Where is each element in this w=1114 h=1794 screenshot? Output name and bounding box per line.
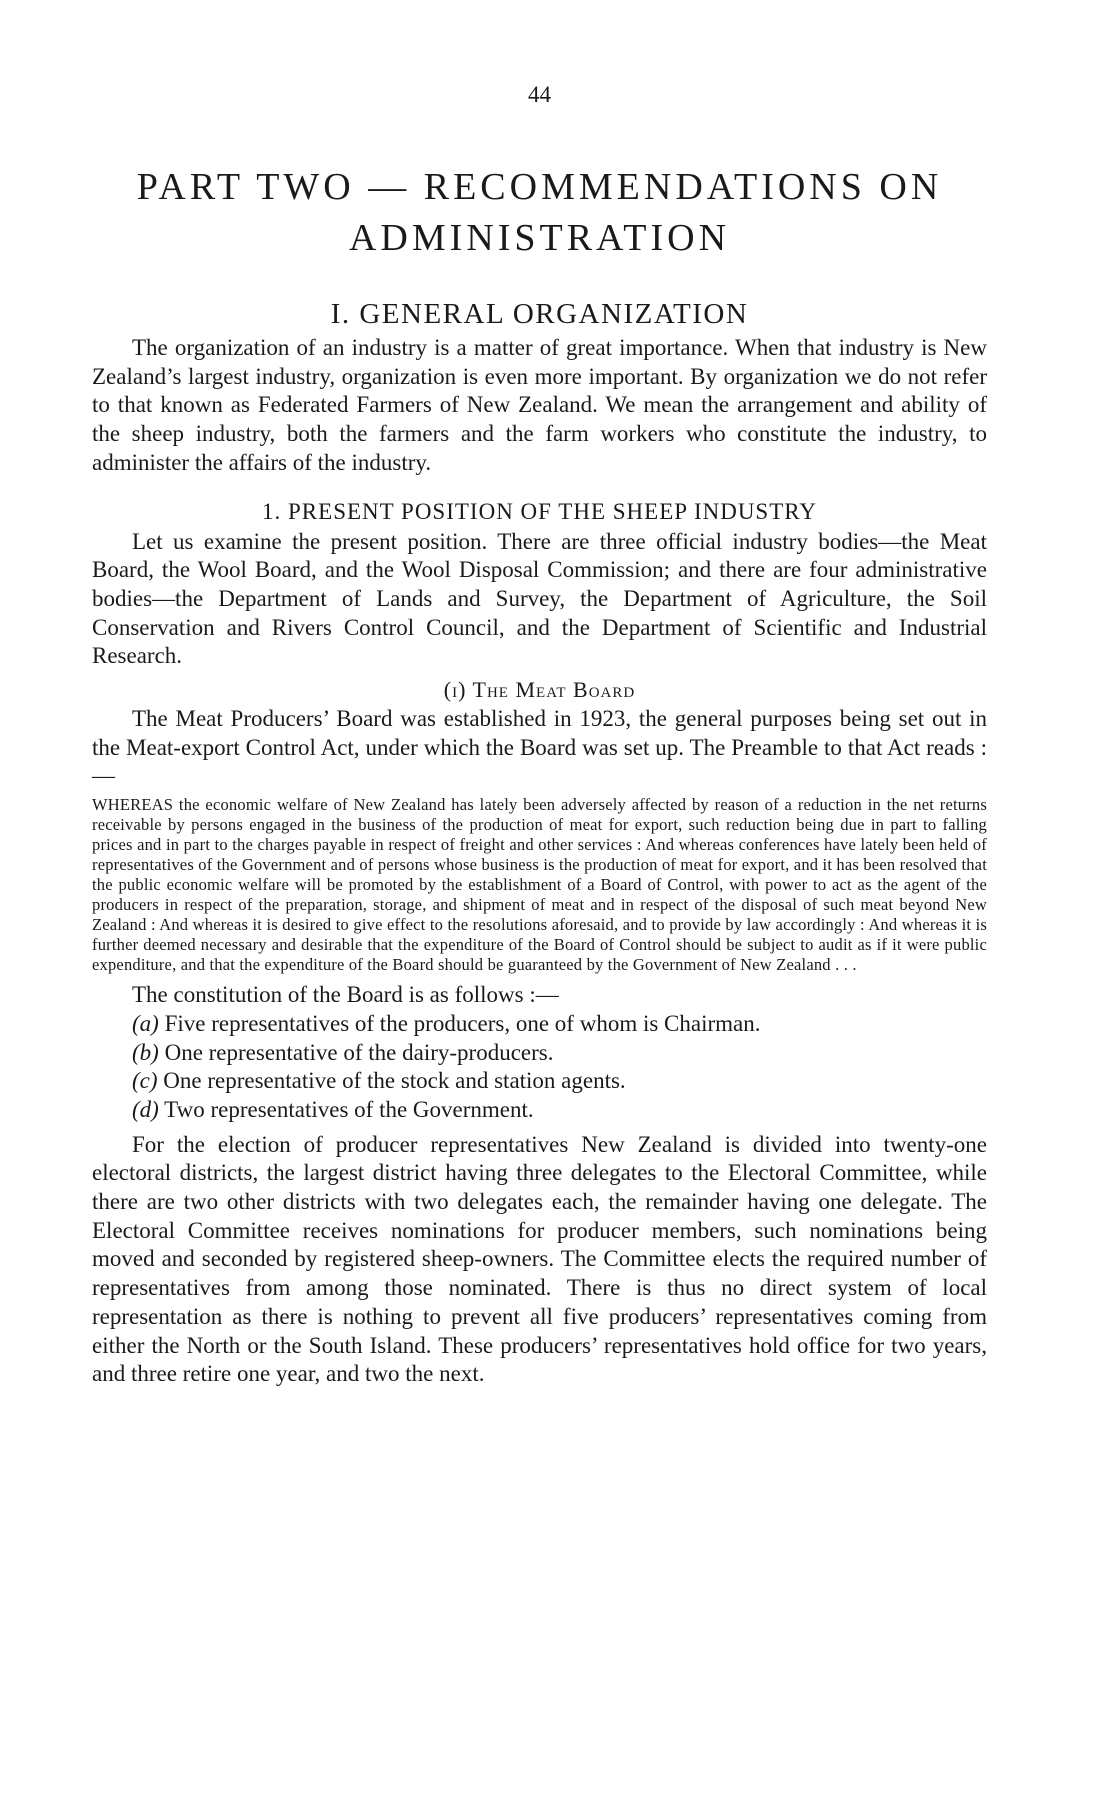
position-paragraph: Let us examine the present position. There are three official industry bodies—the Meat Board, the Wool Board, and the Wool Disposal Commission; and there are four administrative bodies—the Department of Lands and Survey, the Department of Agriculture, the Soil Conservation and Rivers Control Council, and the Department of Scientific and Industrial Research. — [92, 528, 987, 669]
list-text: Two representatives of the Government. — [164, 1096, 534, 1122]
list-marker: (d) — [132, 1096, 159, 1122]
election-paragraph: For the election of producer representatives New Zealand is divided into twenty-one electoral districts, the largest district having three delegates to the Electoral Committee, while there are two other districts with two delegates each, the remainder having one delegate. The Electoral Committee receives nominations for producer members, such nominations being moved and seconded by registered sheep-owners. The Committee elects the required number of representatives from among those nominated. There is thus no direct system of local representation as there is nothing to prevent all five producers’ representatives coming from either the North or the South Island. These producers’ representatives hold office for two years, and three retire one year, and two the next. — [92, 1131, 987, 1387]
list-marker: (c) — [132, 1068, 158, 1094]
meat-board-paragraph: The Meat Producers’ Board was established in 1923, the general purposes being set out in the Meat-export Control Act, under which the Board was set up. The Preamble to that Act reads :— — [92, 706, 987, 789]
document-page — [92, 0, 987, 1389]
constitution-list — [92, 1010, 987, 1125]
list-text: Five representatives of the producers, one of whom is Chairman. — [164, 1010, 761, 1036]
preamble-quote: WHEREAS the economic welfare of New Zealand has lately been adversely affected by reason of a reduction in the net returns receivable by persons engaged in the business of the production of meat for export, such reduction being due in part to falling prices and in part to the charges payable in respect of freight and other services : And whereas conferences have lately been held of representatives of the Government and of persons whose business is the production of meat for export, and it has been resolved that the public economic welfare will be promoted by the establishment of a Board of Control, with power to act as the agent of the producers in respect of the preparation, storage, and shipment of meat and in respect of the disposal of such meat beyond New Zealand : And whereas it is desired to give effect to the resolutions aforesaid, and to provide by law accordingly : And whereas it is further deemed necessary and desirable that the expenditure of the Board of Control should be subject to audit as if it were public expenditure, and that the expenditure of the Board should be guaranteed by the Government of New Zealand . . . — [92, 795, 987, 975]
intro-paragraph: The organization of an industry is a matter of great importance. When that industry is New Zealand’s largest industry, organization is even more important. By organization we do not refer to that known as Federated Farmers of New Zealand. We mean the arrangement and ability of the sheep industry, both the farmers and the farm workers who constitute the industry, to administer the affairs of the industry. — [92, 335, 987, 475]
list-item — [92, 1096, 987, 1125]
part-title-line-2: ADMINISTRATION — [348, 217, 731, 259]
list-item — [92, 1039, 987, 1068]
subsection-title: 1. PRESENT POSITION OF THE SHEEP INDUSTRY — [262, 498, 817, 524]
section-title: I. GENERAL ORGANIZATION — [330, 298, 749, 330]
list-item — [92, 1067, 987, 1096]
list-text: One representative of the dairy-producers. — [164, 1039, 554, 1065]
list-text: One representative of the stock and station agents. — [163, 1068, 626, 1094]
list-item — [92, 1010, 987, 1039]
list-marker: (a) — [132, 1010, 159, 1036]
page-number: 44 — [528, 82, 551, 107]
constitution-intro: The constitution of the Board is as follows :— — [132, 982, 559, 1008]
part-title-line-1: PART TWO — RECOMMENDATIONS ON — [136, 166, 943, 208]
part-title — [92, 162, 987, 264]
meat-board-heading: (i) The Meat Board — [443, 677, 636, 703]
list-marker: (b) — [132, 1039, 159, 1065]
